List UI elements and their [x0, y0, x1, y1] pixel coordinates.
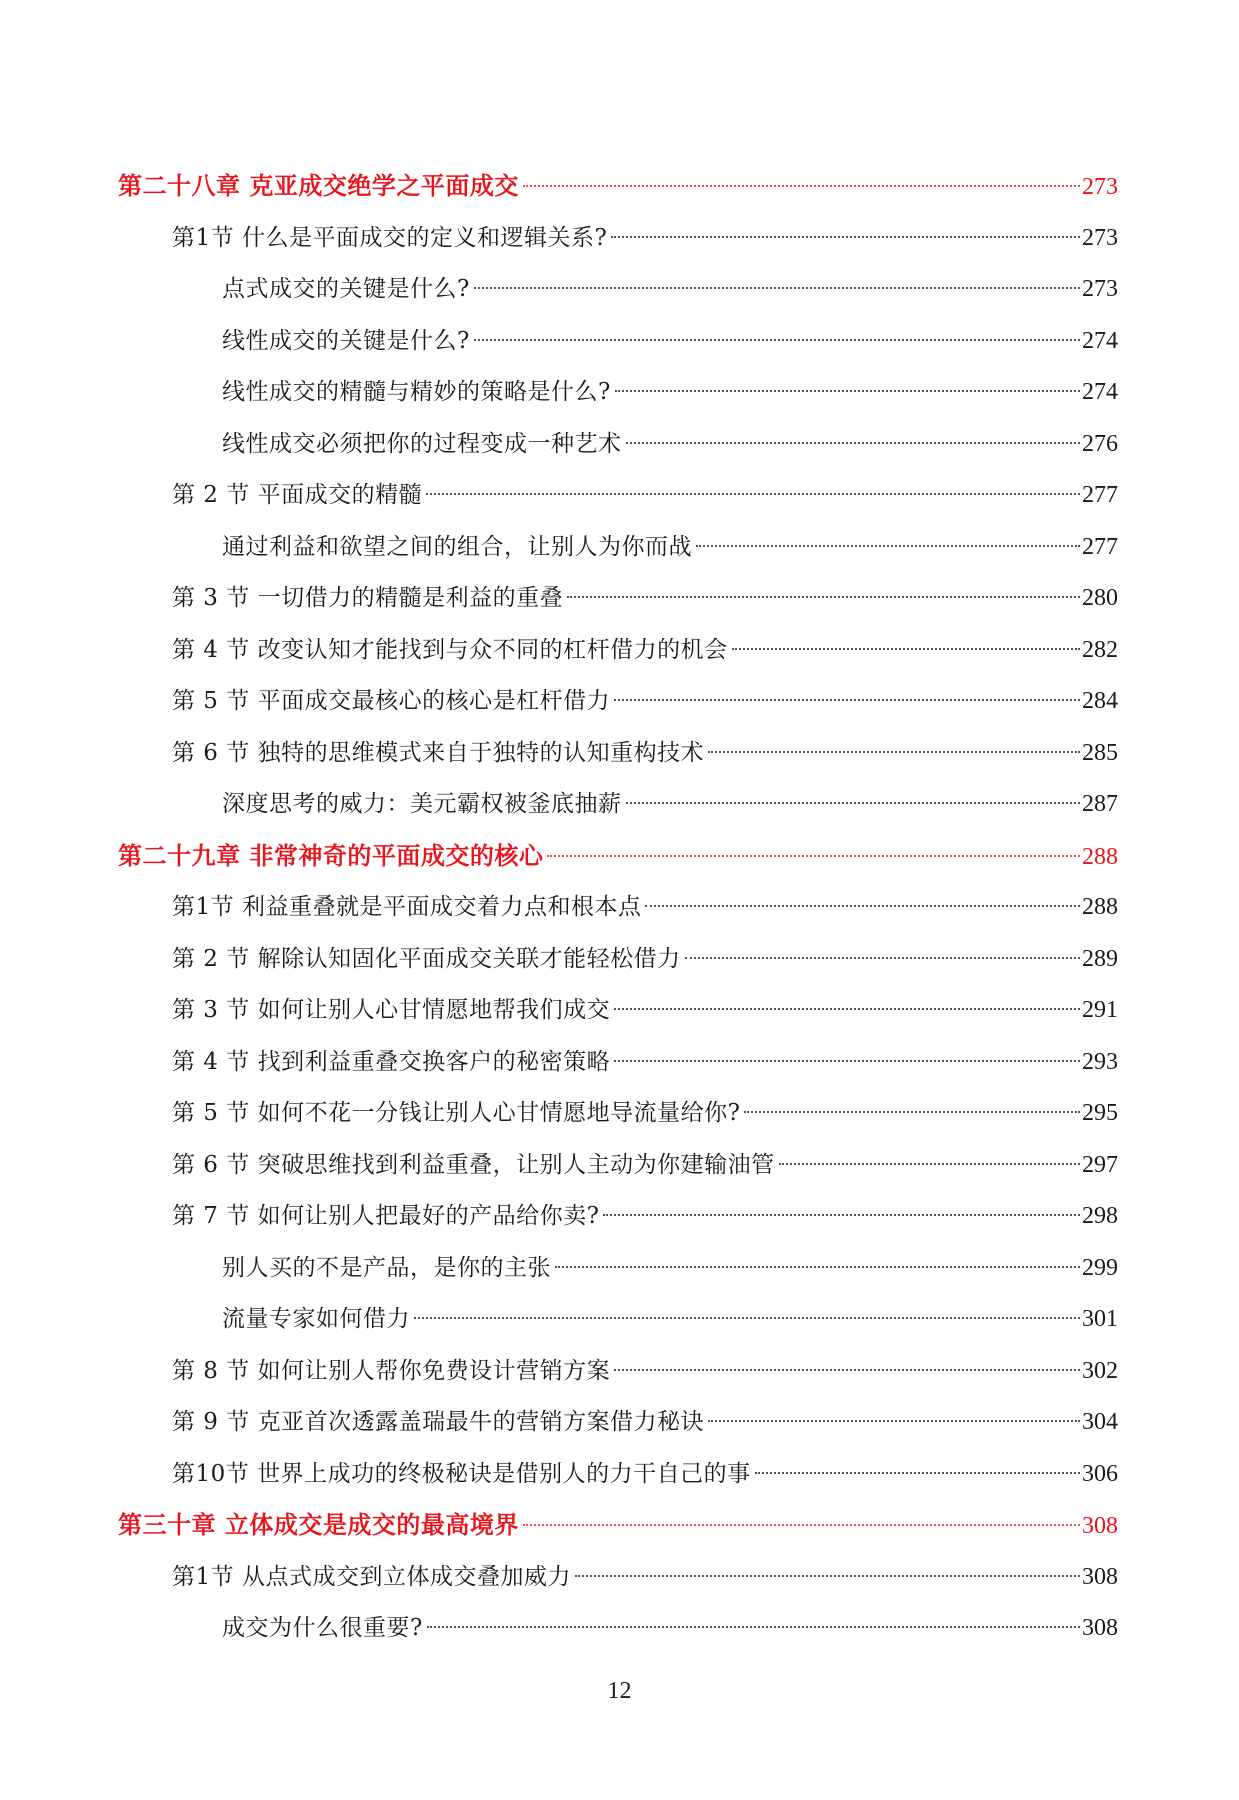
- toc-section: [172, 681, 1118, 721]
- toc-leader-dots: [744, 1111, 1080, 1113]
- toc-entry-title: 第 3 节 如何让别人心甘情愿地帮我们成交: [172, 997, 611, 1023]
- toc-page-number: 288: [1082, 894, 1118, 920]
- toc-chapter: [118, 1505, 1118, 1545]
- toc-entry-title: 第 6 节 独特的思维模式来自于独特的认知重构技术: [172, 739, 705, 766]
- toc-leader-dots: [685, 957, 1080, 959]
- toc-leader-dots: [474, 287, 1080, 289]
- toc-entry-title: 第 8 节 如何让别人帮你免费设计营销方案: [172, 1357, 611, 1384]
- toc-section: [172, 1196, 1118, 1236]
- toc-section: [172, 218, 1118, 258]
- toc-page-number: 284: [1082, 688, 1118, 714]
- toc-entry-title: 成交为什么很重要?: [222, 1615, 423, 1641]
- toc-page-number: 274: [1082, 327, 1118, 354]
- toc-entry-title: 第1节 利益重叠就是平面成交着力点和根本点: [172, 894, 642, 920]
- toc-page-number: 291: [1082, 997, 1118, 1023]
- toc-subsection: [222, 321, 1118, 361]
- toc-page-number: 277: [1082, 482, 1118, 508]
- toc-leader-dots: [626, 802, 1081, 804]
- toc-leader-dots: [732, 648, 1080, 650]
- toc-subsection: [222, 1299, 1118, 1339]
- toc-subsection: [222, 784, 1118, 824]
- toc-leader-dots: [696, 545, 1080, 547]
- toc-leader-dots: [414, 1317, 1080, 1319]
- toc-entry-title: 线性成交必须把你的过程变成一种艺术: [222, 430, 622, 457]
- toc-leader-dots: [523, 1524, 1080, 1526]
- toc-subsection: [222, 424, 1118, 464]
- toc-page-number: 288: [1082, 843, 1118, 870]
- toc-page-number: 308: [1082, 1563, 1118, 1590]
- toc-entry-title: 流量专家如何借力: [222, 1306, 410, 1332]
- toc-page-number: 280: [1082, 585, 1118, 611]
- toc-leader-dots: [779, 1163, 1080, 1165]
- toc-leader-dots: [611, 236, 1080, 238]
- toc-entry-title: 第 2 节 解除认知固化平面成交关联才能轻松借力: [172, 945, 681, 972]
- toc-section: [172, 1042, 1118, 1082]
- toc-page-number: 274: [1082, 379, 1118, 405]
- toc-leader-dots: [567, 596, 1080, 598]
- toc-entry-title: 深度思考的威力：美元霸权被釜底抽薪: [222, 791, 622, 817]
- toc-leader-dots: [614, 1369, 1080, 1371]
- toc-section: [172, 1093, 1118, 1133]
- toc-entry-title: 第三十章 立体成交是成交的最高境界: [118, 1510, 519, 1539]
- toc-section: [172, 887, 1118, 927]
- toc-leader-dots: [555, 1266, 1080, 1268]
- toc-page-number: 298: [1082, 1203, 1118, 1229]
- toc-leader-dots: [575, 1575, 1080, 1577]
- toc-entry-title: 第 5 节 平面成交最核心的核心是杠杆借力: [172, 688, 611, 714]
- toc-page-number: 273: [1082, 224, 1118, 251]
- toc-section: [172, 733, 1118, 773]
- toc-chapter: [118, 166, 1118, 206]
- toc-page-number: 277: [1082, 533, 1118, 560]
- toc-subsection: [222, 1248, 1118, 1288]
- toc-section: [172, 1351, 1118, 1391]
- toc-page-number: 285: [1082, 739, 1118, 766]
- toc-entry-title: 第 2 节 平面成交的精髓: [172, 482, 423, 508]
- toc-leader-dots: [645, 905, 1080, 907]
- toc-page-number: 289: [1082, 945, 1118, 972]
- toc-section: [172, 1402, 1118, 1442]
- toc-page-number: 308: [1082, 1513, 1118, 1539]
- toc-section: [172, 1557, 1118, 1597]
- toc-leader-dots: [614, 699, 1080, 701]
- toc-subsection: [222, 269, 1118, 309]
- toc-entry-title: 线性成交的关键是什么?: [222, 327, 470, 354]
- page-number: 12: [607, 1678, 632, 1704]
- toc-page-number: 273: [1082, 174, 1118, 200]
- toc-page-number: 287: [1082, 791, 1118, 817]
- toc-leader-dots: [614, 1060, 1080, 1062]
- toc-entry-title: 第1节 从点式成交到立体成交叠加威力: [172, 1563, 571, 1590]
- toc-page-number: 282: [1082, 636, 1118, 663]
- toc-leader-dots: [615, 390, 1080, 392]
- toc-leader-dots: [755, 1472, 1080, 1474]
- toc-subsection: [222, 1608, 1118, 1648]
- toc-leader-dots: [427, 1626, 1080, 1628]
- toc-entry-title: 第 4 节 改变认知才能找到与众不同的杠杆借力的机会: [172, 636, 728, 663]
- toc-page-number: 297: [1082, 1151, 1118, 1178]
- toc-entry-title: 第10节 世界上成功的终极秘诀是借别人的力干自己的事: [172, 1460, 751, 1487]
- toc-section: [172, 475, 1118, 515]
- toc-entry-title: 第 9 节 克亚首次透露盖瑞最牛的营销方案借力秘诀: [172, 1409, 705, 1435]
- toc-leader-dots: [626, 442, 1081, 444]
- toc-leader-dots: [426, 493, 1080, 495]
- toc-page-number: 301: [1082, 1306, 1118, 1332]
- toc-entry-title: 第1节 什么是平面成交的定义和逻辑关系?: [172, 224, 608, 251]
- toc-leader-dots: [474, 339, 1080, 341]
- toc-entry-title: 第 7 节 如何让别人把最好的产品给你卖?: [172, 1203, 600, 1229]
- toc-page-number: 306: [1082, 1460, 1118, 1487]
- toc-section: [172, 1145, 1118, 1185]
- toc-leader-dots: [708, 751, 1080, 753]
- toc-page-number: 276: [1082, 430, 1118, 457]
- toc-section: [172, 939, 1118, 979]
- toc-leader-dots: [708, 1420, 1080, 1422]
- toc-entry-title: 通过利益和欲望之间的组合，让别人为你而战: [222, 533, 692, 560]
- toc-entry-title: 第 5 节 如何不花一分钱让别人心甘情愿地导流量给你?: [172, 1100, 741, 1126]
- toc-entry-title: 第 3 节 一切借力的精髓是利益的重叠: [172, 585, 564, 611]
- toc-section: [172, 578, 1118, 618]
- toc-entry-title: 第二十八章 克亚成交绝学之平面成交: [118, 171, 519, 200]
- toc-leader-dots: [614, 1008, 1080, 1010]
- toc-subsection: [222, 527, 1118, 567]
- toc-entry-title: 第 6 节 突破思维找到利益重叠，让别人主动为你建输油管: [172, 1151, 775, 1178]
- toc-page-number: 308: [1082, 1615, 1118, 1641]
- toc-entry-title: 线性成交的精髓与精妙的策略是什么?: [222, 379, 611, 405]
- toc-page-number: 304: [1082, 1409, 1118, 1435]
- toc-leader-dots: [603, 1214, 1080, 1216]
- toc-entry-title: 别人买的不是产品，是你的主张: [222, 1254, 551, 1281]
- toc-entry-title: 点式成交的关键是什么?: [222, 276, 470, 302]
- toc-section: [172, 990, 1118, 1030]
- toc-entry-title: 第二十九章 非常神奇的平面成交的核心: [118, 840, 544, 870]
- toc-page-number: 302: [1082, 1357, 1118, 1384]
- toc-leader-dots: [547, 855, 1080, 857]
- toc-entry-title: 第 4 节 找到利益重叠交换客户的秘密策略: [172, 1048, 611, 1075]
- toc-page-number: 295: [1082, 1100, 1118, 1126]
- toc-subsection: [222, 372, 1118, 412]
- toc-leader-dots: [523, 185, 1080, 187]
- toc-page-number: 273: [1082, 276, 1118, 302]
- toc-page-number: 293: [1082, 1048, 1118, 1075]
- toc-section: [172, 1454, 1118, 1494]
- toc-section: [172, 630, 1118, 670]
- toc-chapter: [118, 836, 1118, 876]
- toc-page-number: 299: [1082, 1254, 1118, 1281]
